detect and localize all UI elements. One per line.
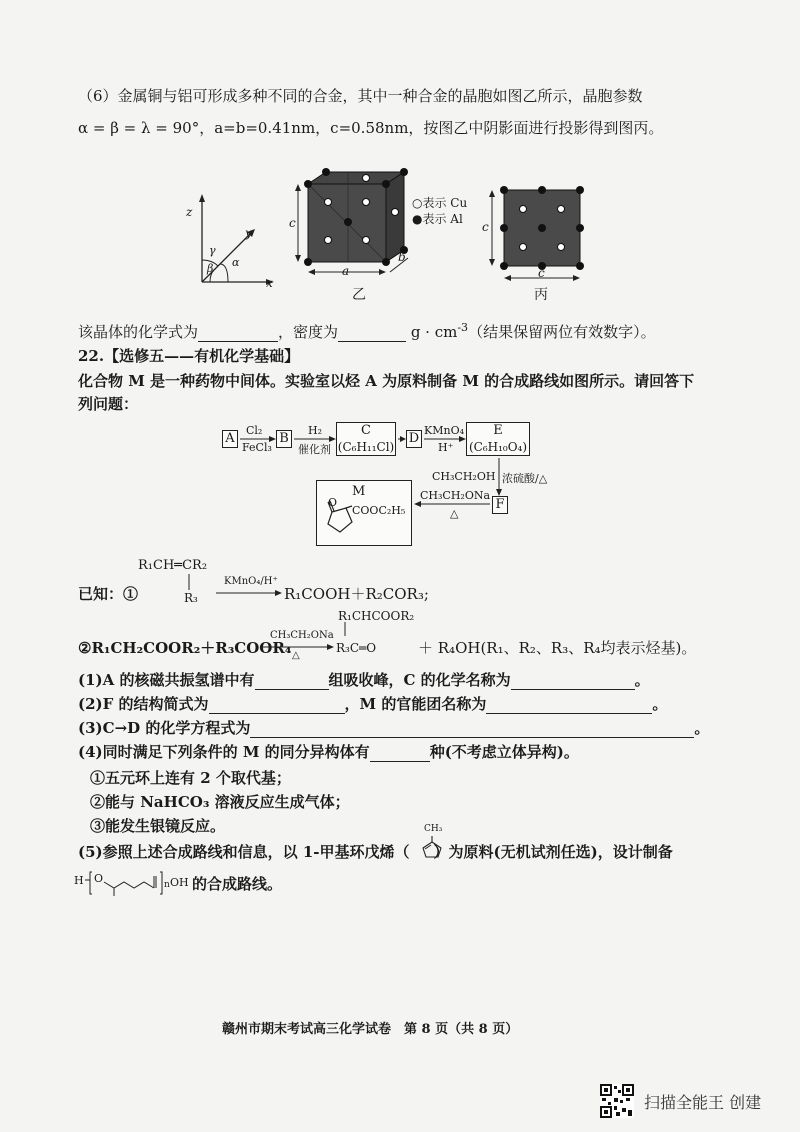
- arrow2-bot: 催化剂: [298, 443, 331, 456]
- polymer-o: O: [94, 872, 104, 885]
- known-cond2: CH₃CH₂ONa: [270, 630, 334, 641]
- axis-y-label: y: [245, 226, 252, 240]
- density-blank[interactable]: [338, 325, 406, 342]
- node-b: B: [276, 430, 292, 448]
- cell-caption: 乙: [352, 287, 366, 303]
- q1-blank1[interactable]: [255, 673, 329, 690]
- q1-line: [78, 670, 650, 690]
- scanner-brand: 扫描全能王 创建: [644, 1093, 762, 1112]
- cell-c-label: c: [289, 216, 296, 230]
- arrow1-top: Cl₂: [246, 424, 263, 437]
- q2-blank1[interactable]: [209, 697, 345, 714]
- q6-answer-mid: ，密度为: [278, 323, 339, 341]
- known-bond2: [340, 622, 350, 638]
- q3-a: (3)C→D 的化学方程式为: [78, 719, 251, 737]
- q6-line1: （6）金属铜与铝可形成多种不同的合金，其中一种合金的晶胞如图乙所示，晶胞参数: [78, 87, 643, 105]
- node-e-name: E: [493, 423, 503, 438]
- q1-a: (1)A 的核磁共振氢谱中有: [78, 671, 255, 689]
- q6-answer-suffix: （结果保留两位有效数字）。: [468, 323, 656, 341]
- cond-1: ①五元环上连有 2 个取代基；: [90, 769, 291, 787]
- node-a: A: [222, 430, 238, 448]
- qr-code-icon: [600, 1084, 634, 1118]
- proj-c2-label: c: [538, 266, 545, 280]
- q2-b: ，M 的官能团名称为: [344, 695, 487, 713]
- known-prod2-tail: ＋ R₄OH(R₁、R₂、R₃、R₄均表示烃基)。: [418, 639, 697, 657]
- q22-title: 22.【选修五——有机化学基础】: [78, 347, 300, 365]
- node-c-formula: (C₆H₁₁Cl): [337, 440, 395, 454]
- q4-blank[interactable]: [370, 745, 430, 762]
- page-footer: 赣州市期末考试高三化学试卷 第 8 页（共 8 页）: [222, 1022, 519, 1037]
- q5-end: 的合成路线。: [192, 875, 283, 893]
- angle-alpha-label: α: [232, 256, 240, 269]
- cell-a-label: a: [342, 264, 350, 278]
- q3-blank[interactable]: [250, 721, 694, 738]
- arrow5-left: CH₃CH₂OH: [432, 470, 496, 483]
- q6-answer-exp: -3: [457, 321, 469, 334]
- q5-b: ）为原料(无机试剂任选)，设计制备: [433, 843, 673, 861]
- ch3-label: CH₃: [424, 824, 443, 834]
- known-prod1: R₁COOH＋R₂COR₃;: [284, 585, 429, 603]
- node-d: D: [406, 430, 422, 448]
- known-prod2-top: R₁CHCOOR₂: [338, 609, 415, 623]
- polymer-n: n: [164, 880, 170, 890]
- proj-c-label: c: [482, 220, 489, 234]
- q1-blank2[interactable]: [511, 673, 635, 690]
- q6-answer-prefix: 该晶体的化学式为: [78, 323, 199, 341]
- q2-blank2[interactable]: [486, 697, 652, 714]
- q3-line: [78, 718, 709, 738]
- arrow6-top: CH₃CH₂ONa: [420, 489, 491, 502]
- known-r3: R₃: [184, 591, 198, 605]
- m-ester-group: COOC₂H₅: [352, 504, 406, 517]
- q5-a: (5)参照上述合成路线和信息，以 1-甲基环戊烯（: [78, 843, 410, 861]
- known-cond1: KMnO₄/H⁺: [224, 576, 278, 587]
- polymer-h: H: [74, 874, 84, 887]
- q6-answer-unit: g · cm: [410, 323, 458, 341]
- cond-3: ③能发生银镜反应。: [90, 817, 226, 835]
- methylcyclopentene-structure: [420, 836, 444, 860]
- axes-figure: [180, 190, 280, 290]
- q6-answer-line: [78, 318, 656, 342]
- arrow1-bot: FeCl₃: [242, 441, 272, 454]
- q4-line: [78, 742, 579, 762]
- q2-c: 。: [652, 695, 668, 713]
- polymer-oh: OH: [170, 876, 189, 889]
- arrow2-top: H₂: [308, 424, 323, 437]
- arrow6-bot: △: [450, 507, 459, 520]
- arrow4-top: KMnO₄: [424, 424, 464, 437]
- legend-cu: ○表示 Cu: [412, 196, 468, 210]
- q2-a: (2)F 的结构简式为: [78, 695, 209, 713]
- angle-beta-label: β: [207, 262, 214, 275]
- proj-caption: 丙: [534, 287, 548, 303]
- known-arrow1: [216, 588, 286, 598]
- q1-c: 。: [634, 671, 650, 689]
- arrow4-bot: H⁺: [438, 441, 454, 454]
- q1-b: 组吸收峰，C 的化学名称为: [328, 671, 511, 689]
- q4-b: 种(不考虑立体异构)。: [429, 743, 579, 761]
- node-c-name: C: [361, 423, 371, 438]
- cond-2: ②能与 NaHCO₃ 溶液反应生成气体；: [90, 793, 350, 811]
- formula-blank[interactable]: [198, 325, 278, 342]
- q22-intro2: 列问题：: [78, 395, 139, 413]
- node-m-name: M: [352, 484, 366, 499]
- node-e-formula: (C₆H₁₀O₄): [468, 440, 528, 454]
- q4-a: (4)同时满足下列条件的 M 的同分异构体有: [78, 743, 370, 761]
- axis-x-label: x: [266, 276, 273, 290]
- q22-intro1: 化合物 M 是一种药物中间体。实验室以烃 A 为原料制备 M 的合成路线如图所示。请回答下: [78, 372, 695, 390]
- node-f: F: [492, 496, 508, 514]
- q6-line2: α = β = λ = 90°，a=b=0.41nm，c=0.58nm，按图乙中阴影面进行投影得到图丙。: [78, 119, 664, 137]
- m-oxygen: O: [328, 496, 338, 509]
- q5-line: [78, 842, 673, 862]
- known-label: 已知：①: [78, 585, 139, 603]
- arrow5-right: 浓硫酸/△: [502, 472, 548, 485]
- legend-al: ●表示 Al: [412, 212, 463, 226]
- axis-z-label: z: [186, 205, 193, 219]
- cell-b-label: b: [398, 250, 406, 264]
- known-cond2-bot: △: [292, 650, 300, 661]
- known-prod2: R₃C═O: [336, 641, 377, 655]
- q3-b: 。: [694, 719, 710, 737]
- known-eq2: ②R₁CH₂COOR₂＋R₃COOR₄: [78, 639, 292, 657]
- angle-gamma-label: γ: [209, 244, 216, 257]
- known-r1: R₁CH═CR₂: [138, 558, 208, 573]
- q2-line: [78, 694, 667, 714]
